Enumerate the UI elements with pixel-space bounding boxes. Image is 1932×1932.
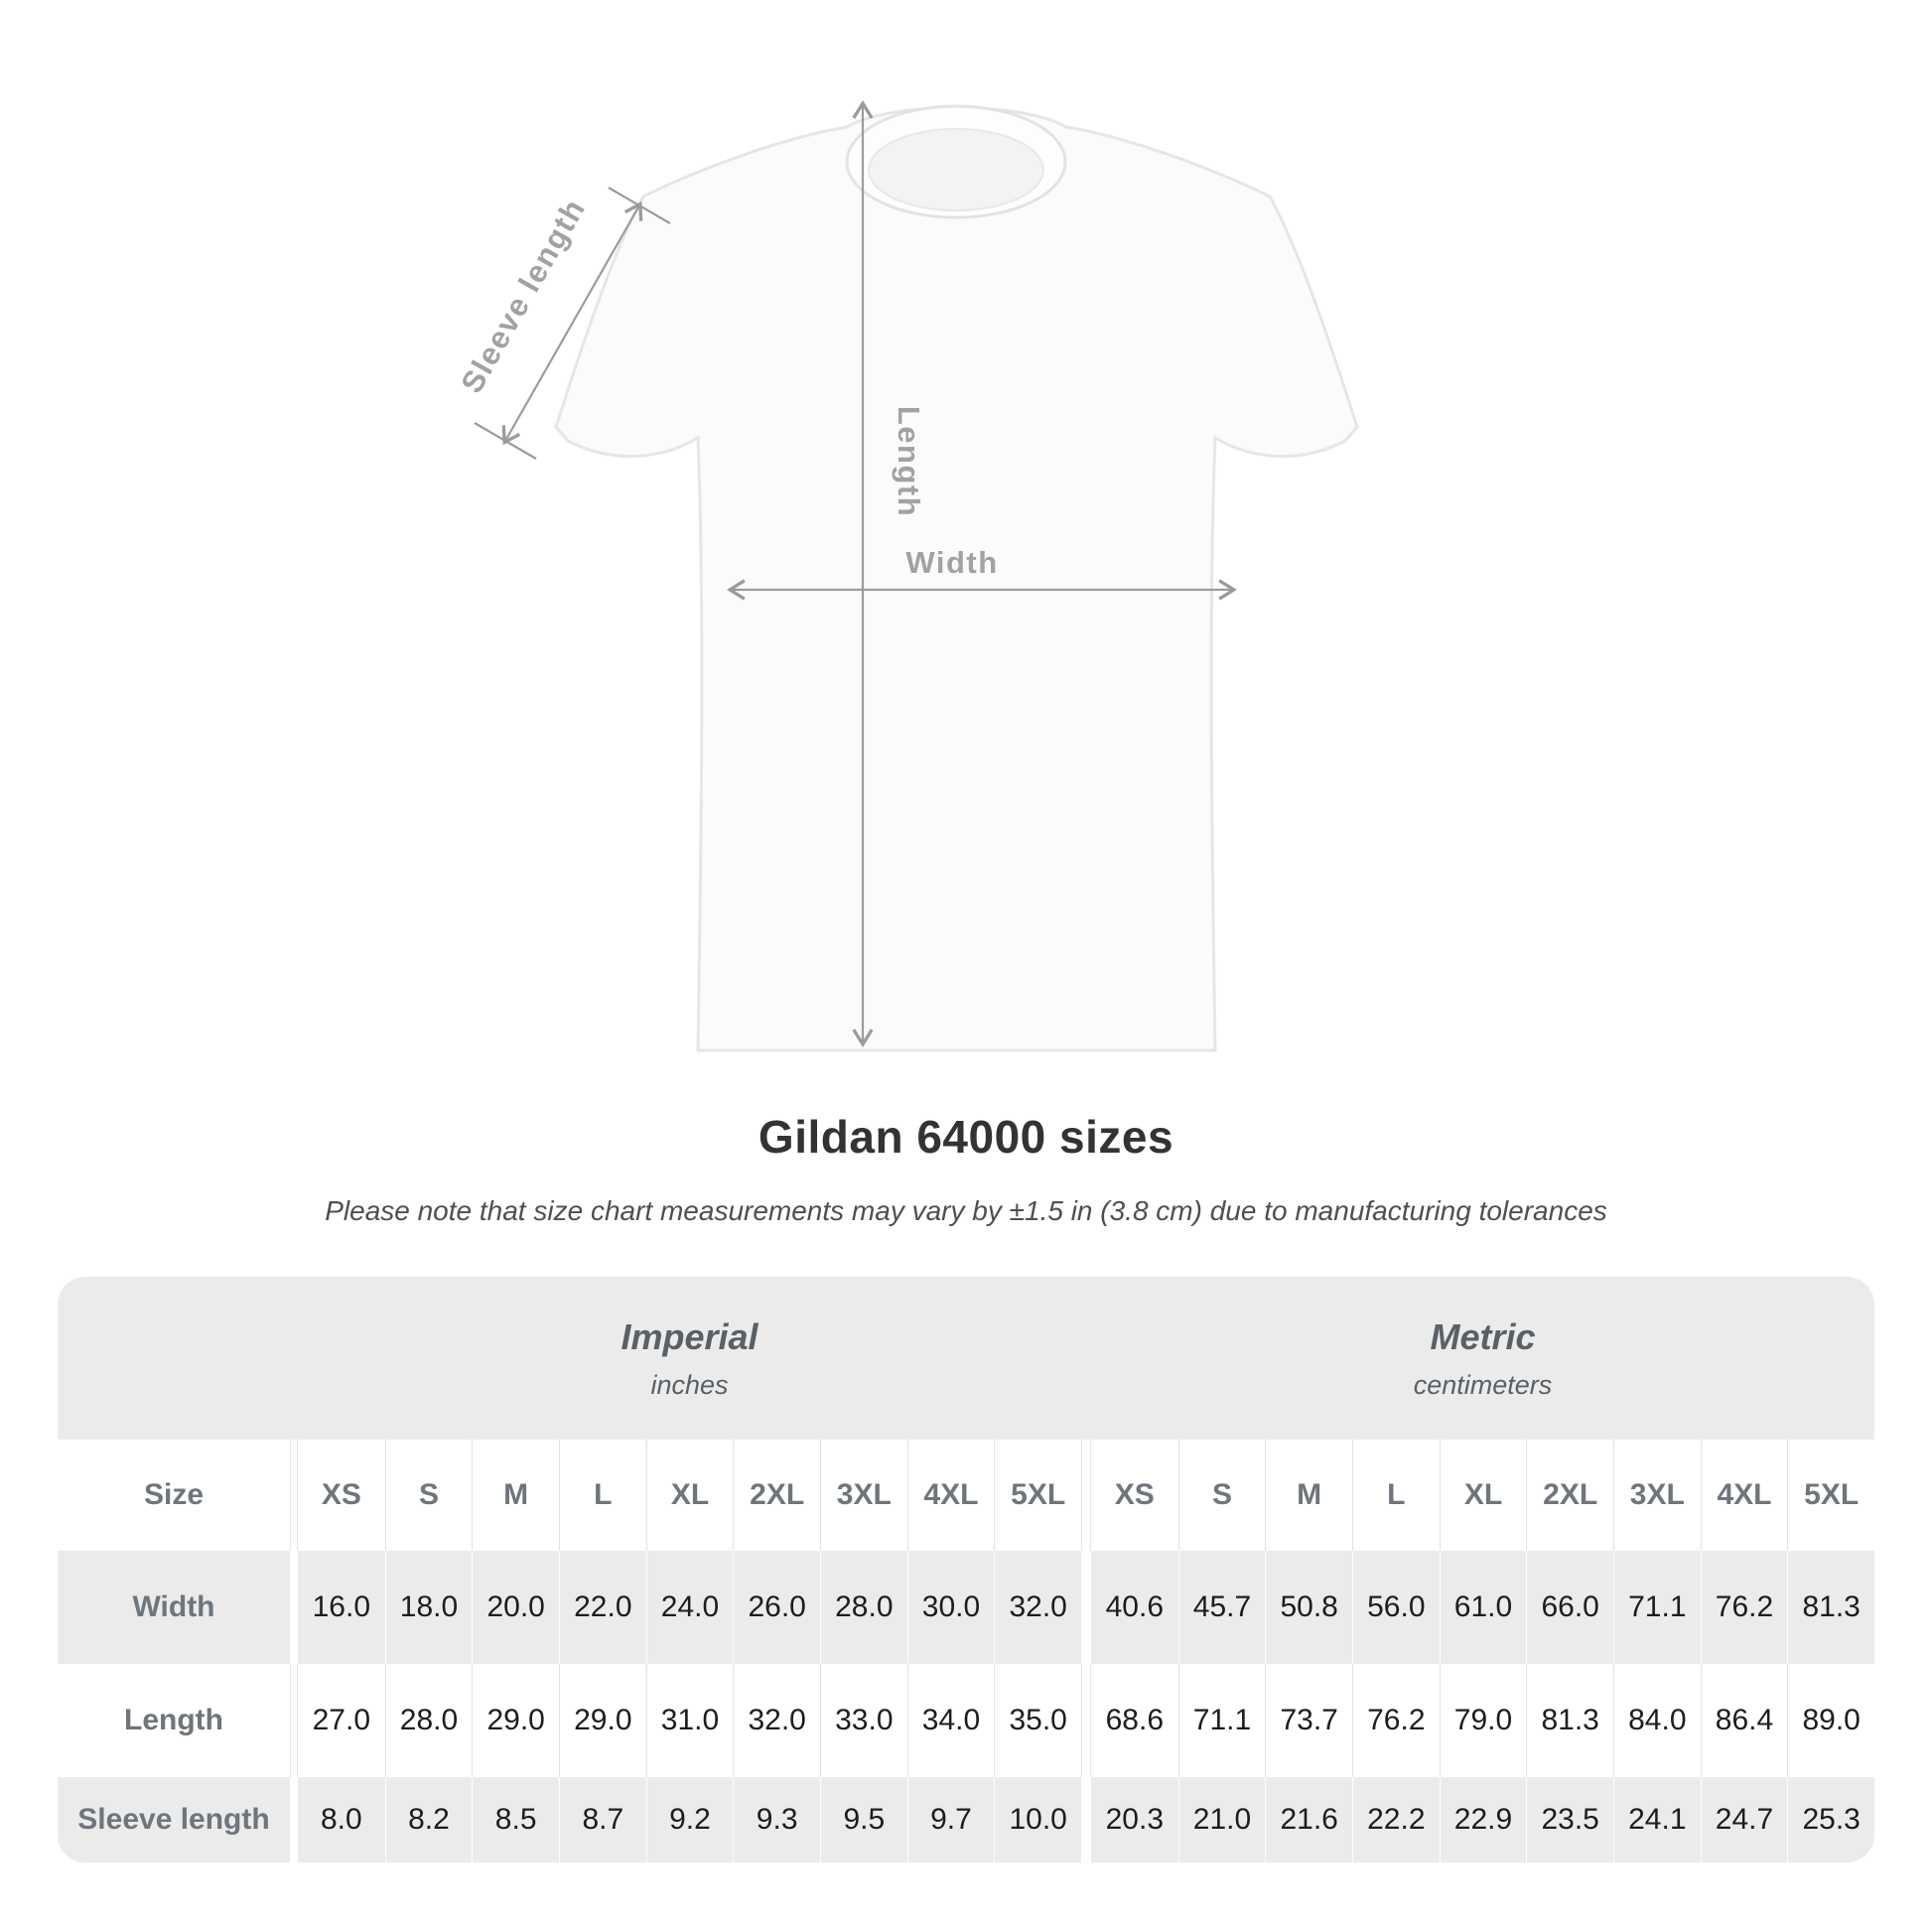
value-cell: 32.0 [994, 1551, 1081, 1664]
value-cell: 9.3 [733, 1777, 820, 1863]
value-cell: 71.1 [1613, 1551, 1701, 1664]
size-row-label: Size [58, 1440, 290, 1551]
imperial-header [298, 1277, 1081, 1440]
value-cell: 27.0 [298, 1664, 385, 1777]
value-cell: 8.2 [385, 1777, 473, 1863]
metric-header [1091, 1277, 1874, 1440]
value-cell: 8.7 [559, 1777, 646, 1863]
value-cell: 76.2 [1352, 1664, 1440, 1777]
column-gap [1081, 1440, 1091, 1551]
value-cell: 25.3 [1787, 1777, 1874, 1863]
size-header-cell: L [559, 1440, 646, 1551]
tolerance-note: Please note that size chart measurements may vary by ±1.5 in (3.8 cm) due to manufacturing tolerances [325, 1195, 1607, 1226]
size-header-cell: M [472, 1440, 559, 1551]
column-gap [1081, 1551, 1091, 1664]
value-cell: 35.0 [994, 1664, 1081, 1777]
row-label: Sleeve length [58, 1777, 290, 1863]
size-header-cell: XS [1091, 1440, 1178, 1551]
value-cell: 18.0 [385, 1551, 473, 1664]
size-header-cell: XS [298, 1440, 385, 1551]
value-cell: 30.0 [907, 1551, 995, 1664]
size-header-cell: 5XL [994, 1440, 1081, 1551]
value-cell: 61.0 [1440, 1551, 1527, 1664]
value-cell: 81.3 [1526, 1664, 1613, 1777]
value-cell: 22.2 [1352, 1777, 1440, 1863]
metric-unit: centimeters [1413, 1369, 1553, 1400]
value-cell: 76.2 [1701, 1551, 1788, 1664]
column-gap [290, 1777, 298, 1863]
value-cell: 33.0 [820, 1664, 907, 1777]
value-cell: 81.3 [1787, 1551, 1874, 1664]
value-cell: 45.7 [1178, 1551, 1266, 1664]
sleeve-length-label: Sleeve length [454, 192, 593, 399]
column-gap [290, 1664, 298, 1777]
value-cell: 31.0 [646, 1664, 734, 1777]
row-label: Length [58, 1664, 290, 1777]
size-header-cell: 4XL [1701, 1440, 1788, 1551]
value-cell: 23.5 [1526, 1777, 1613, 1863]
size-header-cell: M [1265, 1440, 1352, 1551]
width-label: Width [905, 545, 999, 580]
sleeve-tick-bottom [475, 423, 536, 459]
column-gap [1081, 1664, 1091, 1777]
value-cell: 16.0 [298, 1551, 385, 1664]
value-cell: 20.3 [1091, 1777, 1178, 1863]
size-header-cell: 2XL [733, 1440, 820, 1551]
value-cell: 24.1 [1613, 1777, 1701, 1863]
value-cell: 26.0 [733, 1551, 820, 1664]
value-cell: 56.0 [1352, 1551, 1440, 1664]
band-mid-spacer [1081, 1277, 1091, 1440]
imperial-title: Imperial [621, 1315, 759, 1357]
value-cell: 29.0 [559, 1664, 646, 1777]
value-cell: 28.0 [385, 1664, 473, 1777]
value-cell: 34.0 [907, 1664, 995, 1777]
value-cell: 32.0 [733, 1664, 820, 1777]
value-cell: 9.7 [907, 1777, 995, 1863]
value-cell: 9.2 [646, 1777, 734, 1863]
row-label: Width [58, 1551, 290, 1664]
size-table [58, 1277, 1874, 1863]
size-header-cell: XL [646, 1440, 734, 1551]
value-cell: 22.0 [559, 1551, 646, 1664]
metric-title: Metric [1430, 1315, 1536, 1357]
value-cell: 28.0 [820, 1551, 907, 1664]
value-cell: 68.6 [1091, 1664, 1178, 1777]
value-cell: 71.1 [1178, 1664, 1266, 1777]
size-header-cell: S [1178, 1440, 1266, 1551]
value-cell: 29.0 [472, 1664, 559, 1777]
value-cell: 24.7 [1701, 1777, 1788, 1863]
value-cell: 24.0 [646, 1551, 734, 1664]
size-header-cell: 3XL [1613, 1440, 1701, 1551]
value-cell: 84.0 [1613, 1664, 1701, 1777]
value-cell: 22.9 [1440, 1777, 1527, 1863]
value-cell: 9.5 [820, 1777, 907, 1863]
size-header-cell: L [1352, 1440, 1440, 1551]
value-cell: 20.0 [472, 1551, 559, 1664]
length-label: Length [892, 405, 926, 518]
value-cell: 79.0 [1440, 1664, 1527, 1777]
value-cell: 89.0 [1787, 1664, 1874, 1777]
value-cell: 73.7 [1265, 1664, 1352, 1777]
column-gap [290, 1551, 298, 1664]
imperial-unit: inches [650, 1369, 729, 1400]
tshirt-collar-inner [869, 129, 1043, 210]
value-cell: 50.8 [1265, 1551, 1352, 1664]
page-title: Gildan 64000 sizes [758, 1111, 1174, 1163]
column-gap [290, 1440, 298, 1551]
size-header-cell: 5XL [1787, 1440, 1874, 1551]
size-header-cell: 2XL [1526, 1440, 1613, 1551]
value-cell: 21.6 [1265, 1777, 1352, 1863]
size-header-cell: 3XL [820, 1440, 907, 1551]
value-cell: 10.0 [994, 1777, 1081, 1863]
value-cell: 8.5 [472, 1777, 559, 1863]
value-cell: 21.0 [1178, 1777, 1266, 1863]
size-header-cell: XL [1440, 1440, 1527, 1551]
column-gap [1081, 1777, 1091, 1863]
size-header-cell: 4XL [907, 1440, 995, 1551]
value-cell: 8.0 [298, 1777, 385, 1863]
value-cell: 66.0 [1526, 1551, 1613, 1664]
value-cell: 86.4 [1701, 1664, 1788, 1777]
band-corner-spacer [58, 1277, 298, 1440]
size-header-cell: S [385, 1440, 473, 1551]
value-cell: 40.6 [1091, 1551, 1178, 1664]
